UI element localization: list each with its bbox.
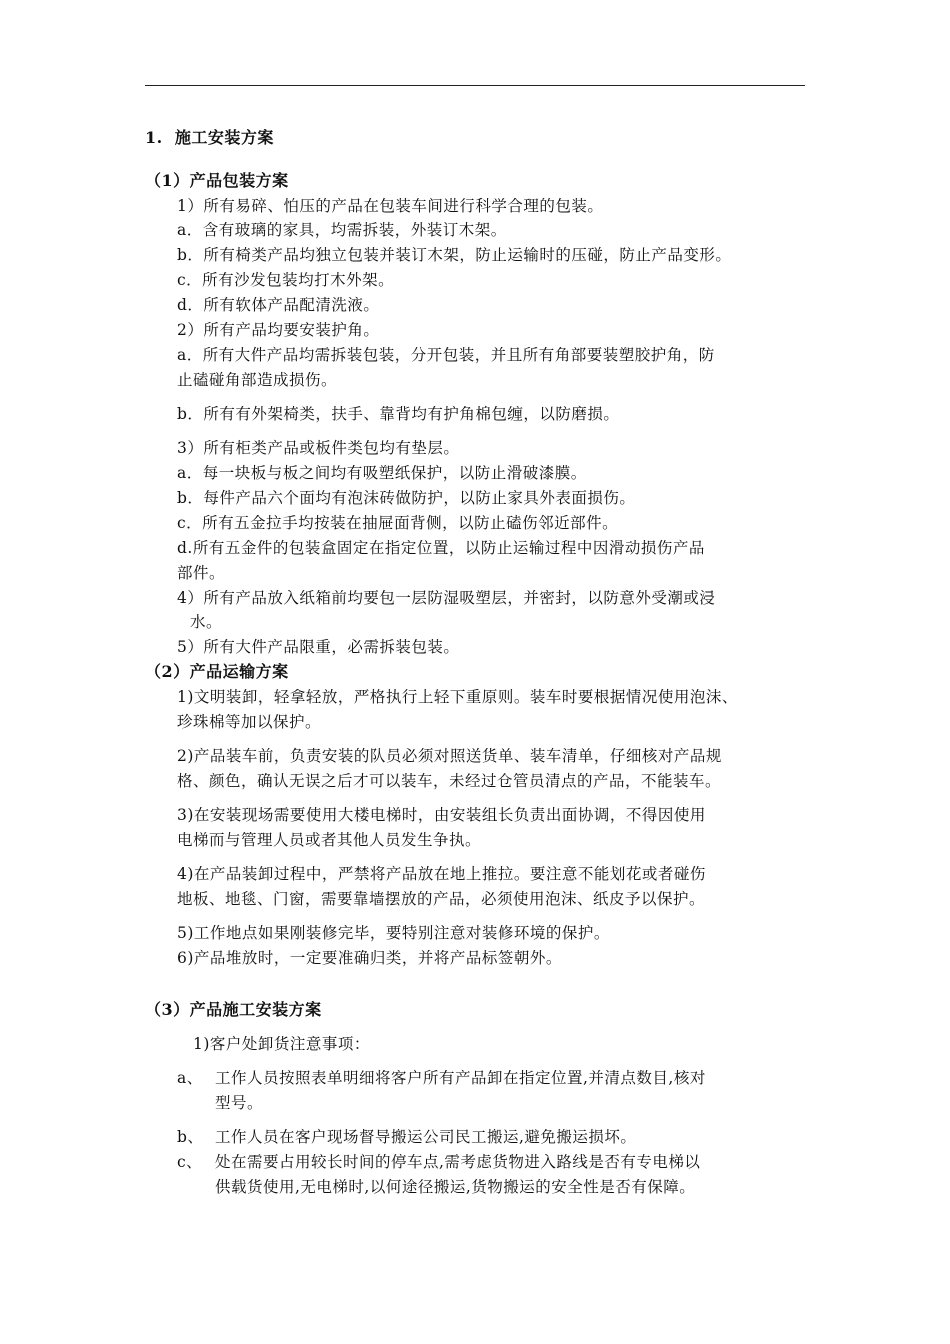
packaging-line: c．所有五金拉手均按装在抽屉面背侧，以防止磕伤邻近部件。 [177, 514, 619, 532]
install-item-c [177, 1151, 700, 1173]
item-label: c、 [177, 1153, 203, 1171]
transport-line: 地板、地毯、门窗，需要靠墙摆放的产品，必须使用泡沫、纸皮予以保护。 [177, 890, 706, 908]
header-rule [145, 85, 805, 86]
packaging-line: 3）所有柜类产品或板件类包均有垫层。 [177, 439, 460, 457]
item-text: 处在需要占用较长时间的停车点,需考虑货物进入路线是否有专电梯以 [215, 1153, 701, 1171]
transport-line: 4)在产品装卸过程中，严禁将产品放在地上推拉。要注意不能划花或者碰伤 [177, 865, 706, 883]
packaging-line: d．所有软体产品配清洗液。 [177, 296, 380, 314]
packaging-line: b．每件产品六个面均有泡沫砖做防护，以防止家具外表面损伤。 [177, 489, 636, 507]
transport-heading: （2）产品运输方案 [145, 662, 289, 681]
transport-line: 3)在安装现场需要使用大楼电梯时，由安装组长负责出面协调，不得因使用 [177, 806, 706, 824]
section-title: 施工安装方案 [174, 128, 274, 147]
section-number: 1. [145, 128, 163, 147]
packaging-line: 2）所有产品均要安装护角。 [177, 321, 380, 339]
install-item-b [177, 1126, 636, 1148]
transport-line: 电梯而与管理人员或者其他人员发生争执。 [177, 831, 482, 849]
transport-line: 2)产品装车前，负责安装的队员必须对照送货单、装车清单，仔细核对产品规 [177, 747, 722, 765]
item-text: 工作人员按照表单明细将客户所有产品卸在指定位置,并清点数目,核对 [215, 1069, 706, 1087]
install-item-a [177, 1067, 706, 1089]
packaging-line: a．含有玻璃的家具，均需拆装，外装订木架。 [177, 221, 507, 239]
packaging-heading: （1）产品包装方案 [145, 171, 289, 190]
packaging-line: 止磕碰角部造成损伤。 [177, 371, 338, 389]
transport-line: 珍珠棉等加以保护。 [177, 713, 322, 731]
install-intro: 1)客户处卸货注意事项： [193, 1035, 370, 1053]
install-heading: （3）产品施工安装方案 [145, 1000, 322, 1019]
packaging-line: 水。 [190, 613, 223, 631]
item-text: 工作人员在客户现场督导搬运公司民工搬运,避免搬运损坏。 [215, 1128, 637, 1146]
packaging-line: 1）所有易碎、怕压的产品在包装车间进行科学合理的包装。 [177, 197, 604, 215]
packaging-line: c．所有沙发包装均打木外架。 [177, 271, 395, 289]
packaging-line: b．所有有外架椅类，扶手、靠背均有护角棉包缠，以防磨损。 [177, 405, 620, 423]
item-label: a、 [177, 1069, 203, 1087]
transport-line: 5)工作地点如果刚装修完毕，要特别注意对装修环境的保护。 [177, 924, 610, 942]
transport-line: 1)文明装卸，轻拿轻放，严格执行上轻下重原则。装车时要根据情况使用泡沫、 [177, 688, 738, 706]
install-item-a-cont: 型号。 [215, 1094, 264, 1112]
packaging-line: a．每一块板与板之间均有吸塑纸保护，以防止滑破漆膜。 [177, 464, 587, 482]
packaging-line: 5）所有大件产品限重，必需拆装包装。 [177, 638, 460, 656]
install-item-c-cont: 供载货使用,无电梯时,以何途径搬运,货物搬运的安全性是否有保障。 [215, 1178, 696, 1196]
section-heading [145, 127, 274, 149]
packaging-line: 4）所有产品放入纸箱前均要包一层防湿吸塑层，并密封，以防意外受潮或浸 [177, 589, 716, 607]
item-label: b、 [177, 1128, 204, 1146]
packaging-line: 部件。 [177, 564, 226, 582]
packaging-line: d.所有五金件的包装盒固定在指定位置，以防止运输过程中因滑动损伤产品 [177, 539, 705, 557]
transport-line: 格、颜色，确认无误之后才可以装车，未经过仓管员清点的产品，不能装车。 [177, 772, 722, 790]
packaging-line: a．所有大件产品均需拆装包装，分开包装，并且所有角部要装塑胶护角，防 [177, 346, 715, 364]
packaging-line: b．所有椅类产品均独立包装并装订木架，防止运输时的压碰，防止产品变形。 [177, 246, 732, 264]
transport-line: 6)产品堆放时，一定要准确归类，并将产品标签朝外。 [177, 949, 562, 967]
